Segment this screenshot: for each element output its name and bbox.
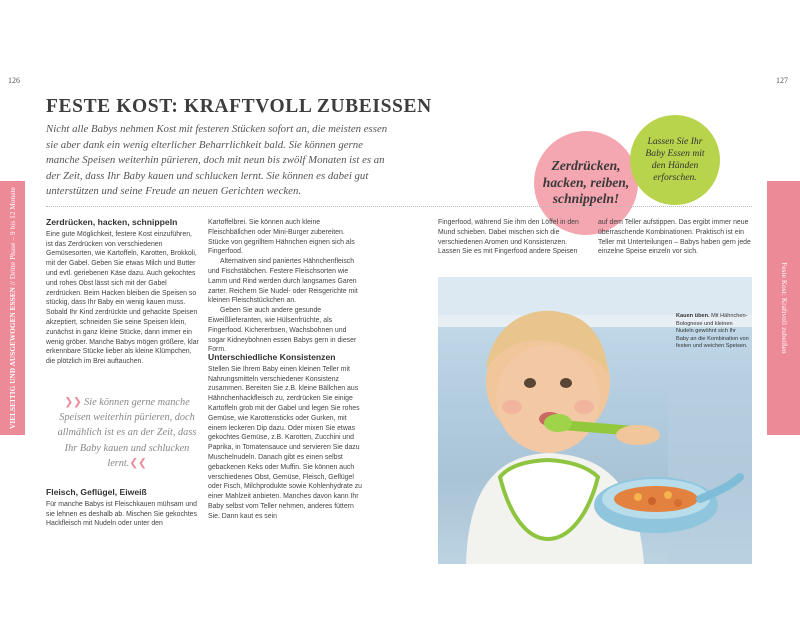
paragraph-zerdruecken: Eine gute Möglichkeit, festere Kost einzuführen, ist das Zerdrücken von verschiedenen Gemüsesorten, wie Kartoffeln, Karotten, Brokkoli, mit der Gabel. Geben Sie etwas Milch und Butter und evtl. geriebenen Käse dazu. Auch gekochtes und rohes Obst lässt sich mit der Gabel zerdrücken. Beim Hacken bleiben die Speisen so stückig, dass Ihr Baby ein wenig kauen muss. Sobald Ihr Kind zerdrückte und gehackte Speisen akzeptiert, schneiden Sie seine Speisen klein, zunächst in ganz kleine Stücke, dann immer ein wenig gröber. Manche Babys mögen größere, klar erkennbare Stücke lieber als kleine Klümpchen, die plötzlich im Brei auftauchen. xyxy=(46,230,199,366)
column-2 xyxy=(208,218,364,355)
photo-caption xyxy=(676,313,750,351)
heading-konsistenzen: Unterschiedliche Konsistenzen xyxy=(208,352,336,362)
quote-open-icon: ❯❯ xyxy=(64,397,82,408)
intro-text: Nicht alle Babys nehmen Kost mit festeren Stücken sofort an, die meisten essen sie aber dank ein wenig elterlicher Beharrlichkeit bald. Sie können gerne manche Speisen weiterhin pürieren, doch mit neun bis zwölf Monaten ist es an der Zeit, dass Ihr Baby kauen und schlucken lernt. Sie können es dabei gut unterstützen und seine Freude an neuen Gerichten wecken. xyxy=(46,123,388,198)
side-tab-left xyxy=(0,181,25,435)
paragraph-teller: auf dem Teller aufstippen. Das ergibt immer neue überraschende Kombinationen. Praktisch ist ein Teller mit Unterteilungen – Babys haben gern jede einzelne Speise einzeln vor sich. xyxy=(598,219,751,256)
side-tab-left-separator: // xyxy=(8,279,17,288)
paragraph-fingerfood: Fingerfood, während Sie ihm den Löffel in den Mund schieben. Dabei mischen sich die verschiedenen Aromen und Konsistenzen. Lassen Sie es mit Fingerfood andere Speisen xyxy=(438,219,579,256)
paragraph-konsistenzen: Stellen Sie Ihrem Baby einen kleinen Teller mit Nahrungsmitteln verschiedener Konsistenz zusammen. Bereiten Sie z.B. kleine Bällchen aus Hähnchenhackfleisch zu, zerdrücken Sie einige Kartoffeln grob mit der Gabel und legen Sie rohes Gemüse, wie Karottensticks oder Gurken, mit einem leckeren Dip dazu. Oder mixen Sie etwas gekochtes Gemüse, z.B. Karotten, Zucchini und Paprika, in Tomatensauce und servieren Sie dazu Muschelnudeln. Danach gibt es einen selbst gebackenen Keks oder Muffin. Sie können auch verschiedenes Obst, Gemüse, Fleisch, Geflügel oder Fisch, Milchprodukte sowie Kohlenhydrate zu einer Mahlzeit anbieten. Manches davon kann Ihr Baby selbst vom Teller nehmen, anderes füttern Sie. Dann kaut es sein xyxy=(208,365,362,520)
column-2-bottom xyxy=(208,353,364,522)
pull-quote-text: Sie können gerne manche Speisen weiterhin pürieren, doch allmählich ist es an der Zeit, dass Ihr Baby kauen und schlucken lernt. xyxy=(57,397,197,469)
paragraph-alternativen: Alternativen sind paniertes Hähnchenfleisch und Fischstäbchen. Festere Fleischsorten wie Lamm und Rind werden durch langsames Garen zarter. Reichern Sie Nudel- oder Reisgerichte mit kleinen Fleischstückchen an. xyxy=(208,258,358,305)
side-tab-left-text xyxy=(9,187,17,429)
bubble-tip-pink-text: Zerdrücken, hacken, reiben, schnippeln! xyxy=(542,158,630,207)
bubble-tip-green xyxy=(630,115,720,205)
column-1-bottom xyxy=(46,488,200,529)
heading-zerdruecken: Zerdrücken, hacken, schnippeln xyxy=(46,217,178,227)
side-tab-left-part2: Dritte Phase – 9 bis 12 Monate xyxy=(8,187,17,280)
column-1 xyxy=(46,218,200,367)
page-title: FESTE KOST: KRAFTVOLL ZUBEISSEN xyxy=(46,96,432,117)
pull-quote xyxy=(54,395,200,471)
paragraph-fleisch: Für manche Babys ist Fleischkauen mühsam und sie lehnen es deshalb ab. Mischen Sie gekochtes Hackfleisch mit Nudeln oder unter den xyxy=(46,500,197,528)
quote-close-icon: ❮❮ xyxy=(129,457,147,469)
caption-text: Mit Hähnchen-Bolognese und kleinen Nudeln gewöhnt sich Ihr Baby an die Kombination von festen und weichen Speisen. xyxy=(676,313,749,350)
paragraph-eiweiss: Geben Sie auch andere gesunde Eiweißlieferanten, wie Hülsenfrüchte, als Fingerfood. Kichererbsen, Wachsbohnen und sogar Kidneybohnen essen Babys gern in dieser Form. xyxy=(208,307,357,354)
dotted-divider xyxy=(46,206,752,207)
caption-bold: Kauen üben. xyxy=(676,313,710,319)
side-tab-right xyxy=(767,181,800,435)
paragraph-kartoffelbrei: Kartoffelbrei. Sie können auch kleine Fleischbällchen oder Mini-Burger zubereiten. Stücke von gegrilltem Hähnchen eignen sich als Fingerfood. xyxy=(208,219,355,256)
column-3 xyxy=(438,218,588,257)
column-4 xyxy=(598,218,752,257)
heading-fleisch: Fleisch, Geflügel, Eiweiß xyxy=(46,487,147,497)
side-tab-right-text: Feste Kost: Kraftvoll zubeißen xyxy=(779,262,788,354)
bubble-tip-green-text: Lassen Sie Ihr Baby Essen mit den Händen erforschen. xyxy=(645,136,705,183)
side-tab-left-part1: VIELSEITIG UND AUSGEWOGEN ESSEN xyxy=(8,287,17,429)
page-number-left: 126 xyxy=(8,76,20,85)
page-number-right: 127 xyxy=(776,76,788,85)
